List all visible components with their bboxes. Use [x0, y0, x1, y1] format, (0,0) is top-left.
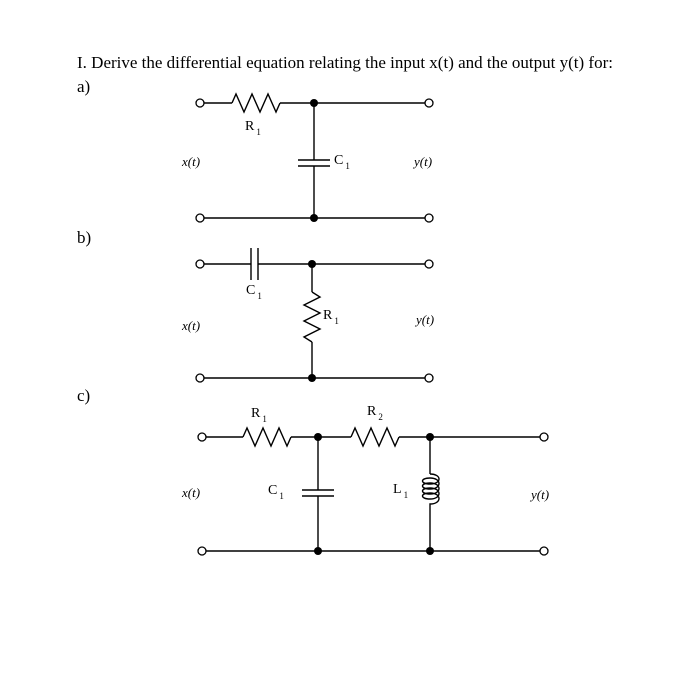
circuit-c-c1-subscript: 1 — [279, 491, 284, 501]
circuit-a-r1-name: R — [245, 119, 255, 134]
circuit-a-output-terminal — [425, 99, 433, 107]
circuit-b-r1-name: R — [323, 308, 333, 323]
part-b-label: b) — [77, 228, 92, 247]
circuit-b-node — [308, 374, 316, 382]
circuit-c-output-label: y(t) — [531, 487, 550, 502]
circuit-c-inductor-l1 — [423, 474, 440, 508]
part-a-label: a) — [77, 77, 91, 96]
circuit-c-r2-subscript: 2 — [378, 412, 383, 422]
circuit-b-resistor-r1 — [304, 292, 320, 342]
circuit-b-c1-name: C — [246, 283, 256, 298]
circuit-a-resistor-r1 — [232, 94, 280, 112]
circuit-a-output-terminal — [425, 214, 433, 222]
circuit-c-resistor-r2 — [351, 428, 399, 446]
circuit-a-c1-subscript: 1 — [345, 161, 350, 171]
circuit-a-output-label: y(t) — [414, 154, 433, 169]
circuit-b-r1-subscript: 1 — [334, 316, 339, 326]
circuit-b-input-terminal — [196, 374, 204, 382]
circuit-a-r1-subscript: 1 — [256, 127, 261, 137]
circuit-b-c1-subscript: 1 — [257, 291, 262, 301]
circuit-a-c1-name: C — [334, 153, 344, 168]
circuit-c-input-label: x(t) — [182, 485, 201, 500]
circuit-b-output-label: y(t) — [416, 312, 435, 327]
circuit-c-r1-name: R — [251, 406, 261, 421]
circuit-b-c1-label — [246, 283, 262, 299]
problem-title: I. Derive the differential equation relating the input x(t) and the output y(t) for: — [77, 53, 613, 72]
circuit-c-node — [314, 433, 322, 441]
circuit-c-node — [314, 547, 322, 555]
circuit-b-output-terminal — [425, 260, 433, 268]
circuit-a-input-terminal — [196, 214, 204, 222]
circuit-c — [198, 428, 548, 555]
circuit-a-r1-label — [245, 119, 261, 135]
circuit-a-input-terminal — [196, 99, 204, 107]
circuit-c-r2-label — [367, 404, 383, 420]
circuit-c-node — [426, 547, 434, 555]
circuit-b-r1-label — [323, 308, 339, 324]
circuit-c-r1-subscript: 1 — [262, 414, 267, 424]
circuit-c-resistor-r1 — [243, 428, 291, 446]
circuit-c-l1-label — [393, 482, 408, 498]
circuit-c-output-terminal — [540, 547, 548, 555]
circuit-b-output-terminal — [425, 374, 433, 382]
circuit-b-node — [308, 260, 316, 268]
circuit-a-input-label: x(t) — [182, 154, 201, 169]
part-c-label: c) — [77, 386, 91, 405]
circuit-b — [196, 248, 433, 382]
circuit-c-input-terminal — [198, 433, 206, 441]
circuit-a-node — [310, 214, 318, 222]
circuit-c-c1-name: C — [268, 483, 278, 498]
circuit-a — [196, 94, 433, 222]
circuit-c-input-terminal — [198, 547, 206, 555]
circuit-c-l1-subscript: 1 — [403, 490, 409, 500]
circuit-c-r1-label — [251, 406, 267, 422]
circuit-c-l1-name: L — [393, 482, 402, 497]
circuit-b-input-terminal — [196, 260, 204, 268]
circuit-c-output-terminal — [540, 433, 548, 441]
circuit-b-input-label: x(t) — [182, 318, 201, 333]
circuit-c-r2-name: R — [367, 404, 377, 419]
circuit-c-c1-label — [268, 483, 284, 499]
circuit-c-node — [426, 433, 434, 441]
circuit-a-c1-label — [334, 153, 350, 169]
circuit-a-node — [310, 99, 318, 107]
